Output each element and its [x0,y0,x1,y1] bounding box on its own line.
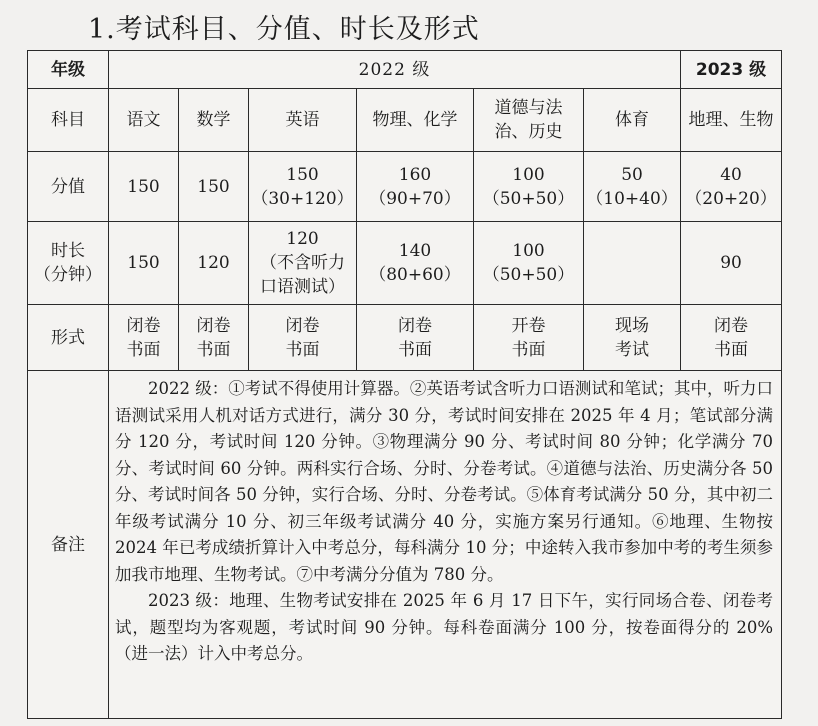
notes-2023-paragraph: 2023 级：地理、生物考试安排在 2025 年 6 月 17 日下午，实行同场合卷、闭卷考试，题型均为客观题，考试时间 90 分钟。每科卷面满分 100 分，按卷面得分的 20%（进一法）计入中考总分。 [115,591,774,663]
score-label: 分值 [28,152,109,222]
score-cell: 50 （10+40） [584,152,681,222]
format-cell: 闭卷 书面 [249,305,357,371]
format-row [28,305,782,371]
subject-cell: 数学 [179,89,249,152]
subject-cell: 体育 [584,89,681,152]
subject-cell: 物理、化学 [357,89,474,152]
notes-content [109,371,782,719]
format-cell: 现场 考试 [584,305,681,371]
notes-2022-paragraph: 2022 级：①考试不得使用计算器。②英语考试含听力口语测试和笔试；其中，听力口语测试采用人机对话方式进行，满分 30 分，考试时间安排在 2025 年 4 月；笔试部分满分 120 分，考试时间 120 分钟。③物理满分 90 分、考试时间 80 分钟；化学满分 70 分、考试时间 60 分钟。两科实行合场、分时、分卷考试。④道德与法治、历史满分各 50 分、考试时间各 50 分钟，实行合场、分时、分卷考试。⑤体育考试满分 50 分，其中初二年级考试满分 10 分、初三年级考试满分 40 分，实施方案另行通知。⑥地理、生物按 2024 年已考成绩折算计入中考总分，每科满分 10 分；中途转入我市参加中考的考生须参加我市地理、生物考试。⑦中考满分分值为 780 分。 [115,379,774,584]
subject-label: 科目 [28,89,109,152]
score-cell: 150 [179,152,249,222]
score-cell: 160 （90+70） [357,152,474,222]
score-cell: 100 （50+50） [474,152,584,222]
format-cell: 开卷 书面 [474,305,584,371]
format-cell: 闭卷 书面 [681,305,782,371]
notes-label: 备注 [28,371,109,719]
grade-label: 年级 [28,51,109,89]
subject-cell: 语文 [109,89,179,152]
format-label: 形式 [28,305,109,371]
duration-cell: 140 （80+60） [357,222,474,305]
exam-table [27,50,782,719]
page-title: 1.考试科目、分值、时长及形式 [88,14,480,45]
grade-2022-header: 2022 级 [109,51,681,89]
score-row [28,152,782,222]
subject-cell: 道德与法治、历史 [474,89,584,152]
grade-2023-header: 2023 级 [681,51,782,89]
duration-label: 时长 （分钟） [28,222,109,305]
duration-row [28,222,782,305]
duration-cell: 120 [179,222,249,305]
notes-row [28,371,782,719]
duration-cell: 90 [681,222,782,305]
duration-cell: 150 [109,222,179,305]
subject-row [28,89,782,152]
format-cell: 闭卷 书面 [179,305,249,371]
score-cell: 40 （20+20） [681,152,782,222]
score-cell: 150 [109,152,179,222]
duration-cell-empty [584,222,681,305]
subject-cell: 地理、生物 [681,89,782,152]
duration-cell: 100 （50+50） [474,222,584,305]
score-cell: 150 （30+120） [249,152,357,222]
grade-row [28,51,782,89]
duration-cell: 120 （不含听力 口语测试） [249,222,357,305]
subject-cell: 英语 [249,89,357,152]
format-cell: 闭卷 书面 [357,305,474,371]
format-cell: 闭卷 书面 [109,305,179,371]
